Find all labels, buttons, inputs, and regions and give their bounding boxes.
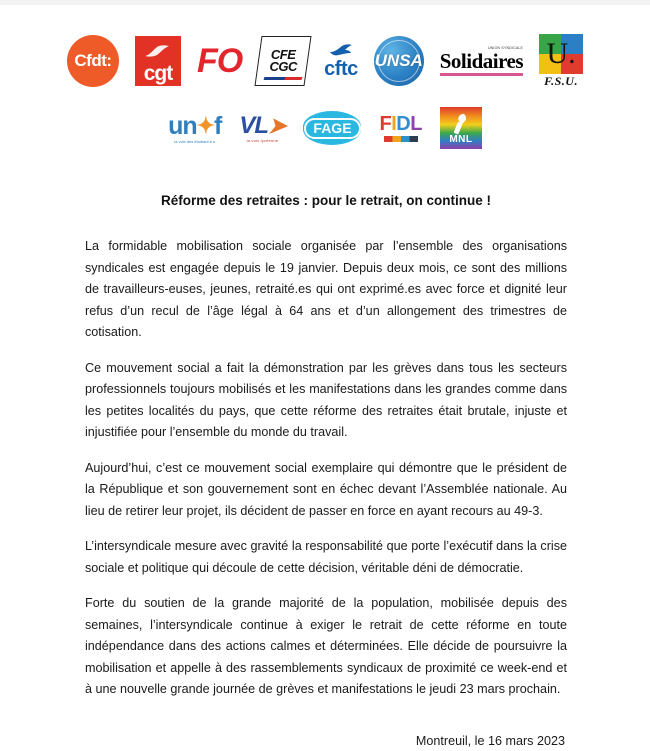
fidl-letter-l: L bbox=[410, 113, 422, 135]
logo-fage bbox=[303, 111, 361, 145]
vl-tagline: la voix lycéenne bbox=[246, 138, 279, 143]
top-strip bbox=[0, 0, 650, 5]
fidl-letter-d: D bbox=[396, 113, 411, 135]
logo-voix-lyceenne bbox=[239, 113, 285, 143]
logo-cftc-label: cftc bbox=[324, 57, 358, 80]
paragraph: La formidable mobilisation sociale organisée par l’ensemble des organisations syndicales est engagée depuis le 19 janvier. Depuis deux mois, ce sont des millions de travailleurs-euses, jeunes, retraité.es qui ont exprimé.es avec force et dignité leur refus d’un recul de l’âge légal à 64 ans et d’un allongement des trimestres de cotisation. bbox=[85, 239, 567, 339]
logo-cgt bbox=[135, 36, 181, 86]
document-body bbox=[0, 192, 650, 751]
logo-cfe-cgc bbox=[258, 36, 308, 86]
vl-swoosh-icon: ➤ bbox=[268, 112, 286, 138]
logo-fo bbox=[197, 44, 242, 78]
fidl-letter-i: I bbox=[391, 113, 397, 135]
logo-mnl-label: MNL bbox=[449, 134, 473, 145]
signature-line: Montreuil, le 16 mars 2023 bbox=[415, 733, 565, 748]
paragraph: Aujourd’hui, c’est ce mouvement social exemplaire qui démontre que le président de la République et son gouvernement sont en échec devant l’Assemblée nationale. Au lieu de retirer leur projet, ils décident de passer en force en ayant recours au 49-3. bbox=[85, 460, 567, 518]
paragraph: L’intersyndicale mesure avec gravité la responsabilité que porte l’exécutif dans la crise sociale et politique qui découle de cette décision, véritable déni de démocratie. bbox=[85, 539, 567, 575]
logo-solidaires-label: Solidaires bbox=[439, 49, 524, 73]
solidaires-underline bbox=[440, 73, 523, 76]
cfe-cgc-line1: CFE bbox=[270, 47, 296, 62]
cgt-flame-icon bbox=[144, 44, 170, 58]
logo-cgt-label: cgt bbox=[143, 62, 173, 85]
logo-fage-label: FAGE bbox=[304, 118, 360, 139]
logo-mnl bbox=[440, 107, 482, 149]
unef-flame-icon: ✦ bbox=[196, 112, 215, 138]
logo-cftc bbox=[324, 43, 358, 80]
unef-tagline: la voix des étudiant.e.s bbox=[174, 138, 216, 144]
vl-letters: VL bbox=[239, 112, 269, 139]
unef-wordmark bbox=[168, 113, 221, 139]
logo-cfdt bbox=[67, 35, 119, 87]
fsu-u-letter: U. bbox=[546, 37, 576, 70]
unef-part2: f bbox=[214, 111, 222, 140]
paragraph: Forte du soutien de la grande majorité de la population, mobilisée depuis des semaines, l’intersyndicale continue à exiger le retrait de cette réforme en toute indépendance dans des actions calmes et déterminées. Elle décide de poursuivre la mobilisation et appelle à des rassemblements syndicaux de proximité ce week-end et à une nouvelle grande journée de grèves et manifestations le jeudi 23 mars prochain. bbox=[85, 596, 567, 696]
cfe-cgc-line2: CGC bbox=[269, 59, 297, 74]
cfe-cgc-stripe bbox=[264, 77, 303, 80]
unsa-ring bbox=[378, 40, 420, 82]
logo-row-unions bbox=[0, 30, 650, 92]
logo-fidl bbox=[379, 114, 421, 142]
fidl-colorbar bbox=[384, 136, 418, 142]
logo-fsu bbox=[539, 34, 583, 88]
vl-wordmark bbox=[239, 113, 285, 138]
logo-fo-label: FO bbox=[196, 42, 243, 80]
logo-unsa bbox=[374, 36, 424, 86]
logo-cfdt-label: Cfdt: bbox=[74, 51, 112, 70]
fsu-square bbox=[539, 34, 583, 74]
logo-solidaires bbox=[440, 46, 523, 76]
union-logos-banner bbox=[0, 0, 650, 154]
page-title: Réforme des retraites : pour le retrait, on continue ! bbox=[160, 193, 492, 208]
logo-unef bbox=[168, 113, 221, 144]
solidaires-supra-label: UNION SYNDICALE bbox=[487, 46, 524, 50]
logo-unsa-label: UNSA bbox=[374, 51, 423, 70]
fidl-letter-f: F bbox=[379, 113, 392, 135]
logo-row-youth bbox=[0, 102, 650, 154]
paragraph: Ce mouvement social a fait la démonstration par les grèves dans tous les secteurs professionnels toujours mobilisés et les manifestations dans les grandes comme dans les petites localités du pays, que cette réforme des retraites était brutale, injuste et injustifiée pour l’ensemble du monde du travail. bbox=[85, 360, 567, 439]
fidl-wordmark bbox=[379, 114, 421, 135]
logo-fsu-label: F.S.U. bbox=[544, 74, 578, 88]
unef-part1: un bbox=[168, 111, 197, 140]
dove-icon bbox=[328, 43, 354, 59]
